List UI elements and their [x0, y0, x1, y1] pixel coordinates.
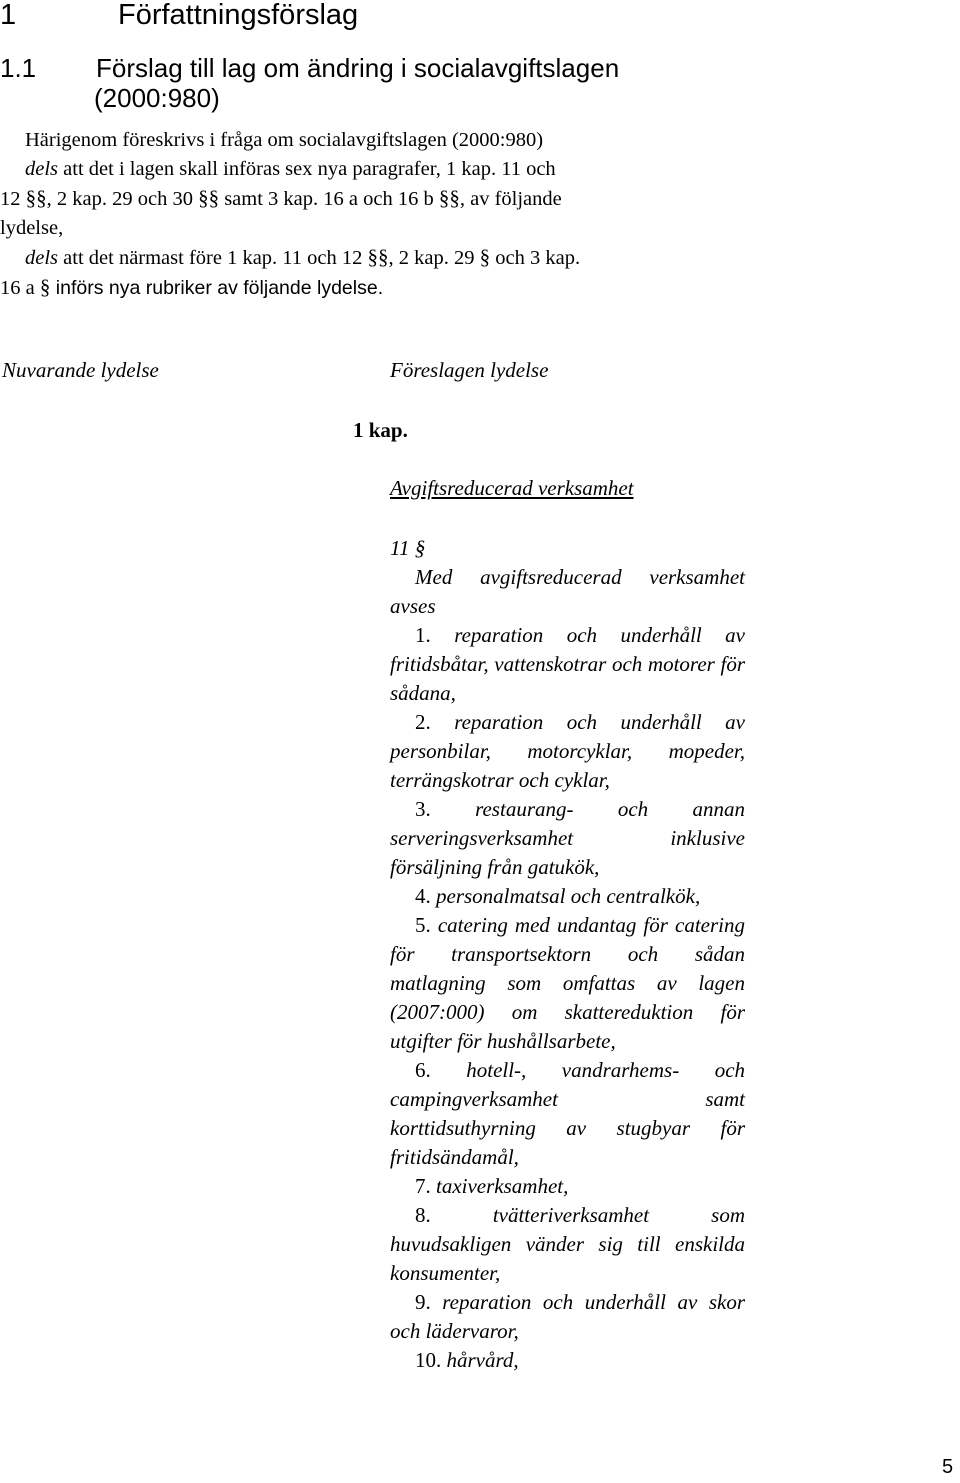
- list-item: [390, 1172, 745, 1201]
- list-item: [390, 795, 745, 882]
- column-heading-current: Nuvarande lydelse: [2, 358, 159, 382]
- list-item-number: 4.: [415, 884, 431, 908]
- list-item-text: personalmatsal och centralkök,: [436, 884, 701, 908]
- list-item-number: 9.: [415, 1290, 431, 1314]
- list-item-text: hotell-, vandrarhems- och campingverksamhet samt korttidsuthyrning av stugbyar för fritidsändamål,: [390, 1058, 746, 1169]
- section-sign: §§: [198, 186, 220, 210]
- intro-line-4: lydelse,: [0, 217, 64, 239]
- chapter-heading: 1 kap.: [353, 418, 408, 442]
- paragraph-intro: Med avgiftsreducerad verksamhet avses: [390, 565, 745, 618]
- list-item-text: taxiverksamhet,: [436, 1174, 569, 1198]
- heading-2-title-line2: (2000:980): [94, 83, 220, 113]
- rubric-heading: Avgiftsreducerad verksamhet: [390, 476, 634, 500]
- heading-1: [0, 0, 358, 30]
- list-item: [390, 621, 745, 708]
- heading-1-title: Författningsförslag: [118, 0, 359, 31]
- intro-line-6: 16 a § införs nya rubriker av följande lydelse.: [0, 275, 384, 299]
- list-item: [390, 911, 745, 1056]
- list-item-number: 1.: [415, 623, 431, 647]
- list-item-text: reparation och underhåll av personbilar, motorcyklar, mopeder, terrängskotrar och cyklar,: [390, 710, 746, 792]
- list-item: [390, 882, 745, 911]
- list-item-number: 7.: [415, 1174, 431, 1198]
- heading-1-number: 1: [0, 0, 17, 31]
- list-item-number: 2.: [415, 710, 431, 734]
- section-sign: §§: [367, 245, 389, 269]
- list-item-text: hårvård,: [446, 1348, 519, 1372]
- list-item-number: 8.: [415, 1203, 431, 1227]
- dels-word: dels: [25, 158, 59, 180]
- list-item: [390, 1288, 745, 1346]
- intro-line-5: dels att det närmast före 1 kap. 11 och 12 §§, 2 kap. 29 § och 3 kap.: [25, 245, 581, 269]
- list-item: [390, 708, 745, 795]
- section-sign: §: [39, 275, 51, 299]
- intro-line-1: Härigenom föreskrivs i fråga om socialavgiftslagen (2000:980): [25, 129, 544, 151]
- list-item-text: restaurang- och annan serveringsverksamhet inklusive försäljning från gatukök,: [390, 797, 745, 879]
- intro-text: [0, 126, 745, 303]
- heading-2-number: 1.1: [0, 53, 37, 83]
- item-list: [390, 621, 745, 1375]
- paragraph-number: 11 §: [390, 536, 426, 560]
- proposed-text-column: [390, 534, 745, 1375]
- list-item-text: tvätteriverksamhet som huvudsakligen vänder sig till enskilda konsumenter,: [390, 1203, 745, 1285]
- list-item: [390, 1346, 745, 1375]
- list-item-number: 3.: [415, 797, 431, 821]
- section-sign: §§: [25, 186, 47, 210]
- list-item-text: reparation och underhåll av skor och lädervaror,: [390, 1290, 746, 1343]
- list-item-number: 10.: [415, 1348, 442, 1372]
- column-heading-proposed: Föreslagen lydelse: [390, 358, 549, 382]
- list-item: [390, 1056, 745, 1172]
- heading-2-title-line1: Förslag till lag om ändring i socialavgiftslagen: [96, 53, 620, 83]
- section-sign: §: [479, 245, 491, 269]
- intro-line-2: dels att det i lagen skall införas sex nya paragrafer, 1 kap. 11 och: [25, 158, 556, 180]
- page-number: 5: [942, 1456, 954, 1478]
- section-sign: §§: [438, 186, 460, 210]
- list-item-number: 5.: [415, 913, 431, 937]
- intro-line-3: 12 §§, 2 kap. 29 och 30 §§ samt 3 kap. 16 a och 16 b §§, av följande: [0, 186, 562, 210]
- list-item: [390, 1201, 745, 1288]
- section-sign: §: [414, 536, 426, 560]
- list-item-text: catering med undantag för catering för transportsektorn och sådan matlagning som omfattas av lagen (2007:000) om skattereduktion för utgifter för hushållsarbete,: [390, 913, 745, 1053]
- dels-word: dels: [25, 247, 59, 269]
- list-item-number: 6.: [415, 1058, 431, 1082]
- list-item-text: reparation och underhåll av fritidsbåtar, vattenskotrar och motorer för sådana,: [390, 623, 746, 705]
